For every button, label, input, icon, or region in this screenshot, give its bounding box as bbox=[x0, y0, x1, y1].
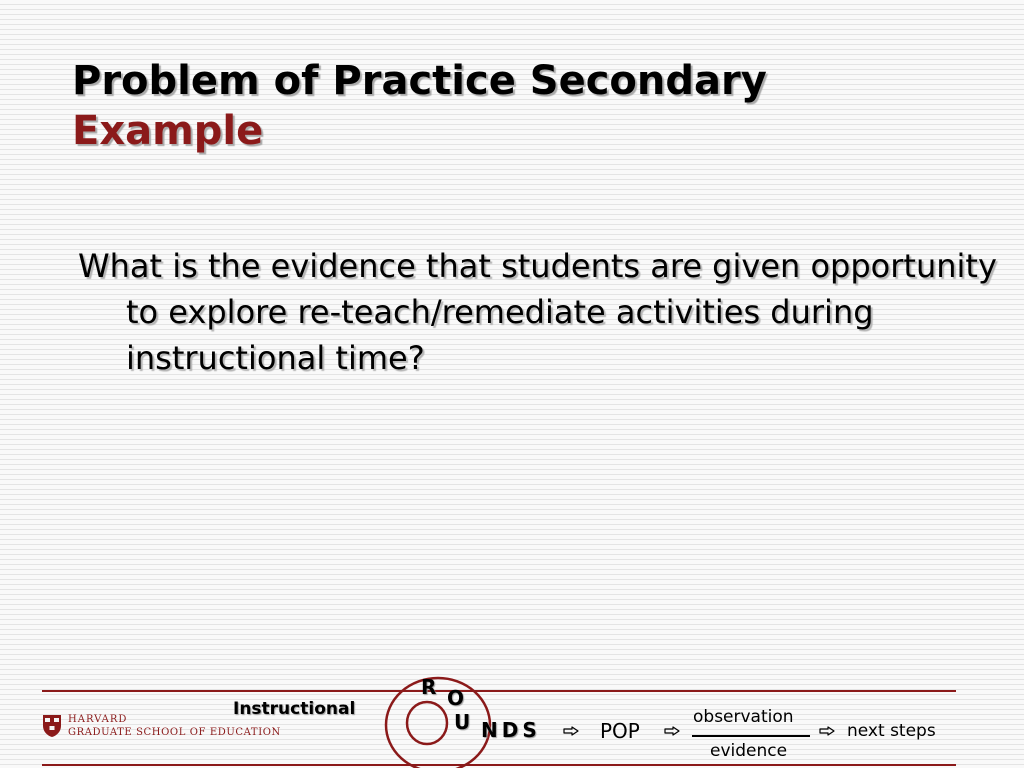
footer-divider-top bbox=[42, 690, 956, 692]
letter-u: U bbox=[454, 710, 471, 734]
instructional-label: Instructional bbox=[233, 699, 356, 719]
hollow-right-arrow-icon bbox=[563, 726, 579, 736]
letters-nds: NDS bbox=[481, 718, 541, 742]
evidence-label: evidence bbox=[710, 741, 788, 761]
hollow-right-arrow-icon bbox=[819, 726, 835, 736]
question-text: What is the evidence that students are given opportunity to explore re-teach/remediate activities during instructional time? bbox=[78, 247, 997, 377]
logo-harvard: HARVARD bbox=[68, 714, 128, 725]
hollow-right-arrow-icon bbox=[664, 726, 680, 736]
rounds-circles-graphic bbox=[383, 673, 493, 768]
pop-label: POP bbox=[600, 719, 640, 743]
title-line-2: Example bbox=[72, 108, 264, 154]
letter-o: O bbox=[447, 686, 465, 710]
footer-divider-bottom bbox=[42, 764, 956, 766]
fraction-bar bbox=[692, 735, 810, 737]
next-steps-label: next steps bbox=[847, 721, 936, 741]
title-line-1: Problem of Practice Secondary bbox=[72, 58, 767, 104]
slide-title bbox=[72, 56, 767, 156]
letter-r: R bbox=[421, 675, 437, 699]
logo-school: GRADUATE SCHOOL OF EDUCATION bbox=[68, 727, 281, 738]
harvard-shield-icon bbox=[42, 714, 62, 738]
observation-label: observation bbox=[693, 707, 794, 727]
